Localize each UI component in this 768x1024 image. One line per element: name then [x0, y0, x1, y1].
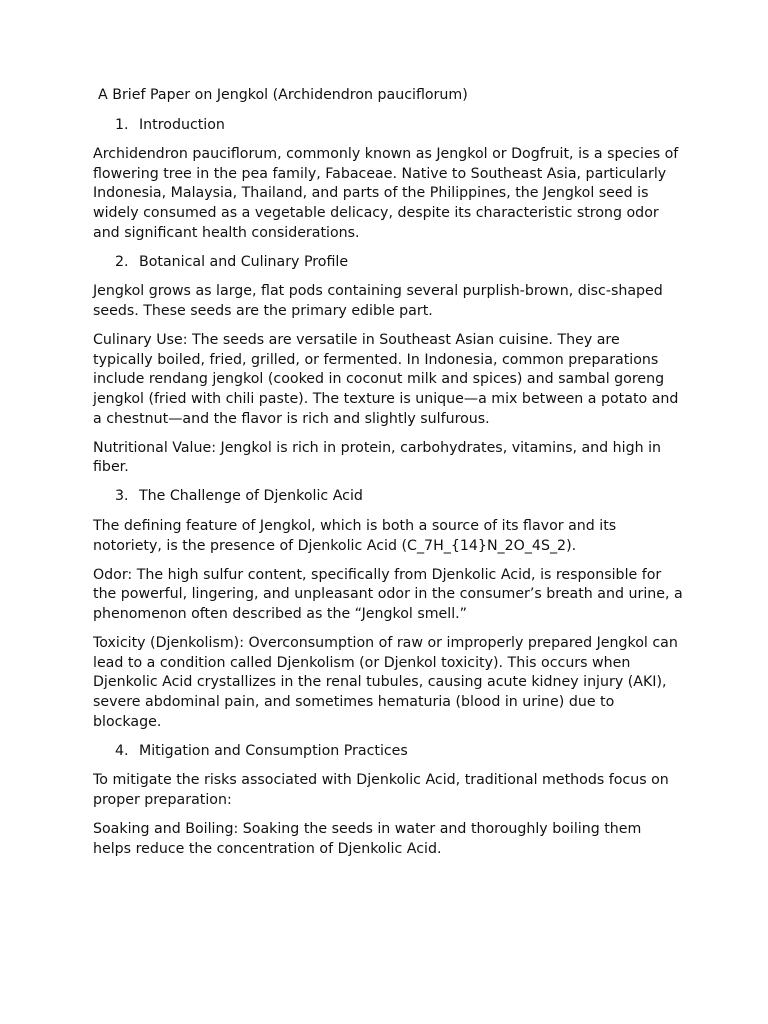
section-heading-text: Mitigation and Consumption Practices	[139, 742, 408, 759]
section-number: 4.	[115, 742, 129, 759]
section-number: 3.	[115, 488, 129, 505]
section-heading-introduction	[93, 116, 683, 136]
paragraph: Archidendron pauciflorum, commonly known as Jengkol or Dogfruit, is a species of flowering tree in the pea family, Fabaceae. Native to Southeast Asia, particularly Indonesia, Malaysia, Thailand, and parts of the Philippines, the Jengkol seed is widely consumed as a vegetable delicacy, despite its characteristic strong odor and significant health considerations.	[93, 146, 679, 241]
paragraph: Toxicity (Djenkolism): Overconsumption of raw or improperly prepared Jengkol can lead to a condition called Djenkolism (or Djenkol toxicity). This occurs when Djenkolic Acid crystallizes in the renal tubules, causing acute kidney injury (AKI), severe abdominal pain, and sometimes hematuria (blood in urine) due to blockage.	[93, 635, 678, 730]
section-heading-text: The Challenge of Djenkolic Acid	[139, 488, 363, 505]
section-heading-text: Botanical and Culinary Profile	[139, 253, 349, 270]
paragraph: Nutritional Value: Jengkol is rich in protein, carbohydrates, vitamins, and high in fiber.	[93, 439, 662, 476]
document-title: A Brief Paper on Jengkol (Archidendron pauciflorum)	[98, 87, 468, 103]
section-heading-djenkolic-acid	[93, 487, 683, 507]
paragraph: The defining feature of Jengkol, which is both a source of its flavor and its notoriety, is the presence of Djenkolic Acid (C_7H_{14}N_2O_4S_2).	[93, 518, 617, 554]
paragraph: Jengkol grows as large, flat pods containing several purplish-brown, disc-shaped seeds. These seeds are the primary edible part.	[93, 283, 663, 319]
document-page	[93, 86, 683, 869]
section-heading-mitigation	[93, 742, 683, 762]
paragraph: To mitigate the risks associated with Djenkolic Acid, traditional methods focus on proper preparation:	[93, 772, 669, 808]
section-heading-text: Introduction	[139, 116, 225, 133]
paragraph: Odor: The high sulfur content, specifically from Djenkolic Acid, is responsible for the powerful, lingering, and unpleasant odor in the consumer’s breath and urine, a phenomenon often described as the “Jengkol smell.”	[93, 566, 683, 623]
section-number: 1.	[115, 116, 129, 133]
paragraph: Culinary Use: The seeds are versatile in Southeast Asian cuisine. They are typically boiled, fried, grilled, or fermented. In Indonesia, common preparations include rendang jengkol (cooked in coconut milk and spices) and sambal goreng jengkol (fried with chili paste). The texture is unique—a mix between a potato and a chestnut—and the flavor is rich and slightly sulfurous.	[93, 332, 679, 427]
paragraph: Soaking and Boiling: Soaking the seeds in water and thoroughly boiling them helps reduce the concentration of Djenkolic Acid.	[93, 821, 642, 857]
section-number: 2.	[115, 253, 129, 270]
section-heading-botanical-culinary	[93, 253, 683, 273]
